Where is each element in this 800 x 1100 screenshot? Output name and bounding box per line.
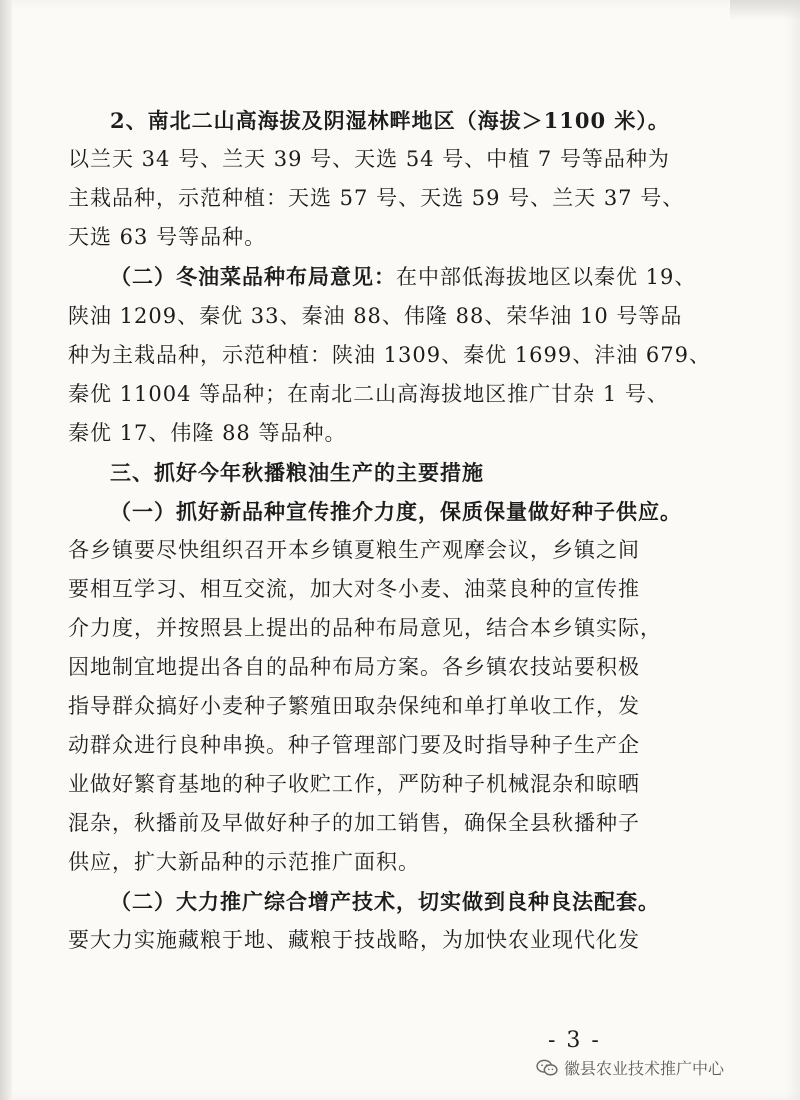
paragraph-3-line-5: 指导群众搞好小麦种子繁殖田取杂保纯和单打单收工作，发 [68, 694, 640, 718]
paragraph-3-line-4: 因地制宜地提出各自的品种布局方案。各乡镇农技站要积极 [68, 655, 640, 679]
paragraph-3-line-8: 混杂，秋播前及早做好种子的加工销售，确保全县秋播种子 [68, 811, 640, 835]
paragraph-3-line-6: 动群众进行良种串换。种子管理部门要及时指导种子生产企 [68, 733, 640, 757]
section-3-heading: 三、抓好今年秋播粮油生产的主要措施 [110, 460, 484, 485]
paragraph-2-line-1-text: 在中部低海拔地区以秦优 19、 [396, 265, 697, 289]
paragraph-1-line-3: 主栽品种，示范种植：天选 57 号、天选 59 号、兰天 37 号、 [68, 186, 685, 210]
paragraph-1-line-4: 天选 63 号等品种。 [68, 225, 267, 249]
wechat-icon [536, 1059, 558, 1077]
paragraph-3-line-1: 各乡镇要尽快组织召开本乡镇夏粮生产观摩会议，乡镇之间 [68, 538, 640, 562]
paragraph-1-line-1: 2、南北二山高海拔及阴湿林畔地区（海拔＞1100 米）。 [110, 108, 670, 133]
paragraph-3-line-9: 供应，扩大新品种的示范推广面积。 [68, 850, 420, 874]
page-corner-shadow [730, 0, 800, 20]
paragraph-2-line-3: 种为主栽品种，示范种植：陕油 1309、秦优 1699、沣油 679、 [68, 343, 711, 367]
watermark-text: 徽县农业技术推广中心 [564, 1059, 725, 1078]
paragraph-4-line-1: 要大力实施藏粮于地、藏粮于技战略，为加快农业现代化发 [68, 928, 640, 952]
paragraph-3-line-2: 要相互学习、相互交流，加大对冬小麦、油菜良种的宣传推 [68, 577, 640, 601]
watermark [536, 1056, 724, 1079]
paragraph-2-line-1 [68, 260, 748, 294]
paragraph-3-heading: （一）抓好新品种宣传推介力度，保质保量做好种子供应。 [110, 499, 682, 524]
paragraph-3-line-7: 业做好繁育基地的种子收贮工作，严防种子机械混杂和晾晒 [68, 772, 640, 796]
page-edge-shadow [0, 0, 12, 1100]
paragraph-2-line-2: 陕油 1209、秦优 33、秦油 88、伟隆 88、荣华油 10 号等品 [68, 304, 683, 328]
paragraph-2-line-5: 秦优 17、伟隆 88 等品种。 [68, 421, 347, 445]
page-number: - 3 - [548, 1028, 601, 1053]
document-body [68, 104, 748, 963]
paragraph-2-heading: （二）冬油菜品种布局意见： [110, 264, 396, 289]
paragraph-1-line-2: 以兰天 34 号、兰天 39 号、天选 54 号、中植 7 号等品种为 [68, 147, 670, 171]
paragraph-3-line-3: 介力度，并按照县上提出的品种布局意见，结合本乡镇实际， [68, 616, 662, 640]
paragraph-2-line-4: 秦优 11004 等品种；在南北二山高海拔地区推广甘杂 1 号、 [68, 382, 669, 406]
paragraph-4-heading: （二）大力推广综合增产技术，切实做到良种良法配套。 [110, 889, 660, 914]
